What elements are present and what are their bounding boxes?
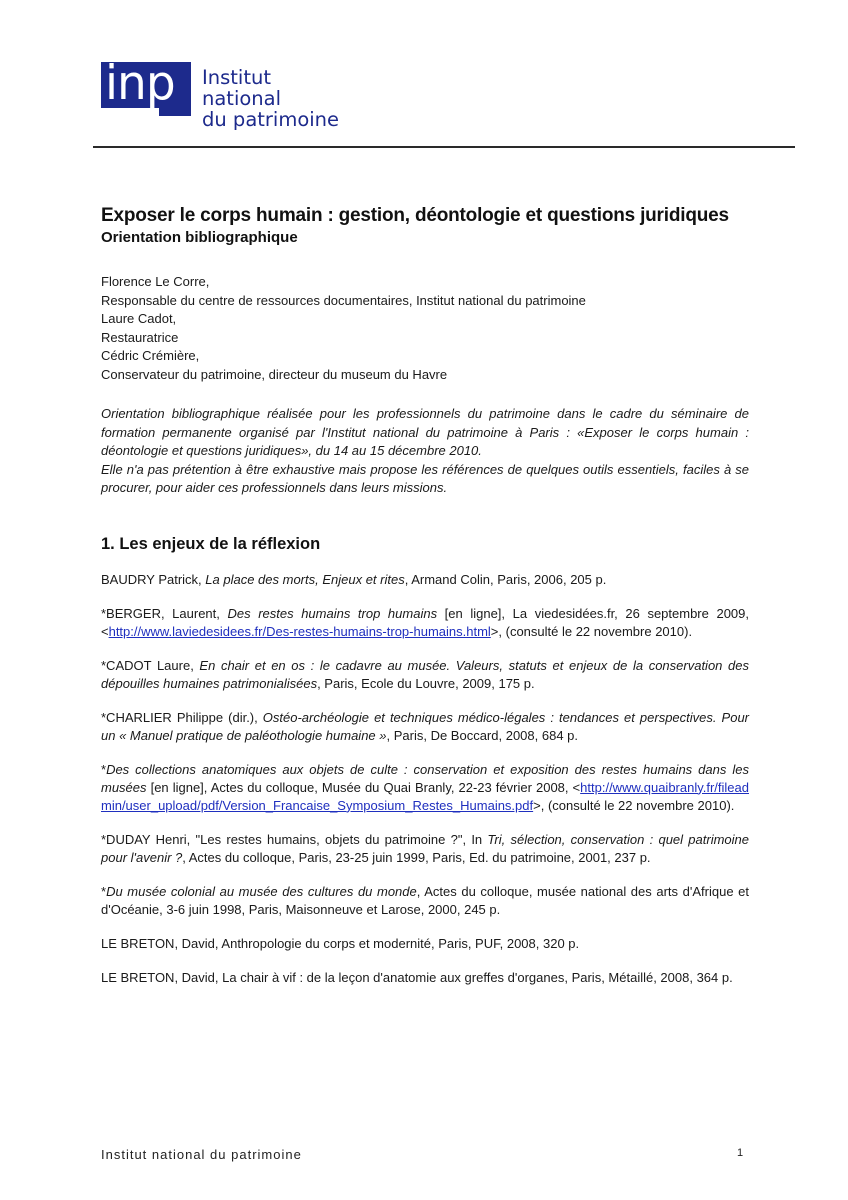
ref-details: , Actes du colloque, musée national des arts d'Afrique et d'Océanie, 3-6 juin 1998, Paris, Maisonneuve et Larose, 2000, 245 p. bbox=[101, 883, 749, 917]
author-line: Responsable du centre de ressources documentaires, Institut national du patrimoine bbox=[101, 292, 586, 308]
ref-details: , Paris, De Boccard, 2008, 684 p. bbox=[386, 727, 578, 743]
document-subtitle: Orientation bibliographique bbox=[101, 229, 298, 246]
ref-title: La place des morts, Enjeux et rites bbox=[205, 571, 405, 587]
ref-author: *BERGER, Laurent, bbox=[101, 605, 228, 621]
ref-details: , Actes du colloque, Paris, 23-25 juin 1999, Paris, Ed. du patrimoine, 2001, 237 p. bbox=[182, 849, 651, 865]
authors-block bbox=[101, 273, 749, 384]
logo-letters: inp bbox=[105, 56, 175, 111]
ref-title: Du musée colonial au musée des cultures du monde bbox=[106, 883, 417, 899]
reference-item bbox=[101, 831, 749, 867]
ref-author: BAUDRY Patrick, bbox=[101, 571, 206, 587]
ref-details: , Armand Colin, Paris, 2006, 205 p. bbox=[404, 571, 607, 587]
document-title: Exposer le corps humain : gestion, déontologie et questions juridiques bbox=[101, 205, 729, 226]
ref-title: Ostéo-archéologie et techniques médico-légales : tendances et perspectives. Pour un « Manuel pratique de paléothologie humaine » bbox=[101, 709, 750, 743]
reference-item bbox=[101, 969, 749, 987]
header-rule bbox=[93, 146, 795, 148]
author-line: Restauratrice bbox=[101, 329, 179, 345]
author-line: Florence Le Corre, bbox=[101, 274, 210, 289]
ref-details: , Paris, Ecole du Louvre, 2009, 175 p. bbox=[317, 675, 535, 691]
intro-text: Orientation bibliographique réalisée pour les professionnels du patrimoine dans le cadre du séminaire de formation permanente organisé par l'Institut national du patrimoine à Paris : «Exposer le corps humain : déontologie et questions juridiques», du 14 au 15 décembre 2010. bbox=[101, 406, 749, 458]
ref-author: * bbox=[101, 883, 107, 899]
ref-title: Des collections anatomiques aux objets de culte : conservation et exposition des restes humains dans les musées bbox=[101, 761, 749, 795]
ref-title: Tri, sélection, conservation : quel patrimoine pour l'avenir ? bbox=[101, 831, 749, 865]
reference-item bbox=[101, 657, 749, 693]
reference-item bbox=[101, 709, 749, 745]
logo-line-1: Institut national bbox=[202, 66, 282, 110]
ref-details: [en ligne], Actes du colloque, Musée du Quai Branly, 22-23 février 2008, < bbox=[146, 779, 581, 795]
ref-title: En chair et en os : le cadavre au musée. Valeurs, statuts et enjeux de la conservation des dépouilles humaines patrimonialisées bbox=[101, 657, 749, 691]
reference-item bbox=[101, 571, 749, 589]
reference-list bbox=[101, 571, 749, 987]
ref-author: *DUDAY Henri, "Les restes humains, objets du patrimoine ?", In bbox=[101, 831, 488, 847]
ref-details: [en ligne], La viedesidées.fr, 26 septembre 2009, < bbox=[101, 605, 749, 639]
footer-institution: Institut national du patrimoine bbox=[101, 1147, 302, 1162]
reference-item bbox=[101, 761, 749, 815]
reference-item bbox=[101, 605, 749, 641]
ref-author: * bbox=[101, 761, 107, 777]
logo-line-2: du patrimoine bbox=[202, 108, 340, 131]
page-number: 1 bbox=[737, 1147, 744, 1159]
logo-wordmark bbox=[202, 67, 351, 130]
author-line: Conservateur du patrimoine, directeur du museum du Havre bbox=[101, 366, 448, 382]
ref-author: *CHARLIER Philippe (dir.), bbox=[101, 709, 263, 725]
ref-link[interactable]: http://www.laviedesidees.fr/Des-restes-humains-trop-humains.html bbox=[108, 623, 491, 639]
intro-text: Elle n'a pas prétention à être exhaustive mais propose les références de quelques outils essentiels, faciles à se procurer, pour aider ces professionnels dans leurs missions. bbox=[101, 461, 749, 495]
author-line: Laure Cadot, bbox=[101, 311, 177, 326]
ref-details: >, (consulté le 22 novembre 2010). bbox=[490, 623, 693, 639]
section-heading: 1. Les enjeux de la réflexion bbox=[101, 534, 321, 553]
ref-text: LE BRETON, David, Anthropologie du corps et modernité, Paris, PUF, 2008, 320 p. bbox=[101, 935, 580, 951]
inp-logo bbox=[101, 56, 351, 131]
ref-details: >, (consulté le 22 novembre 2010). bbox=[533, 797, 735, 813]
author-line: Cédric Crémière, bbox=[101, 348, 200, 363]
ref-author: *CADOT Laure, bbox=[101, 657, 200, 673]
intro-paragraph bbox=[101, 405, 749, 498]
ref-text: LE BRETON, David, La chair à vif : de la leçon d'anatomie aux greffes d'organes, Paris, Métaillé, 2008, 364 p. bbox=[101, 969, 733, 985]
document-body bbox=[101, 205, 749, 1003]
ref-link[interactable]: http://www.quaibranly.fr/fileadmin/user_upload/pdf/Version_Francaise_Symposium_Restes_Humains.pdf bbox=[101, 779, 749, 813]
ref-title: Des restes humains trop humains bbox=[227, 605, 438, 621]
reference-item bbox=[101, 935, 749, 953]
reference-item bbox=[101, 883, 749, 919]
